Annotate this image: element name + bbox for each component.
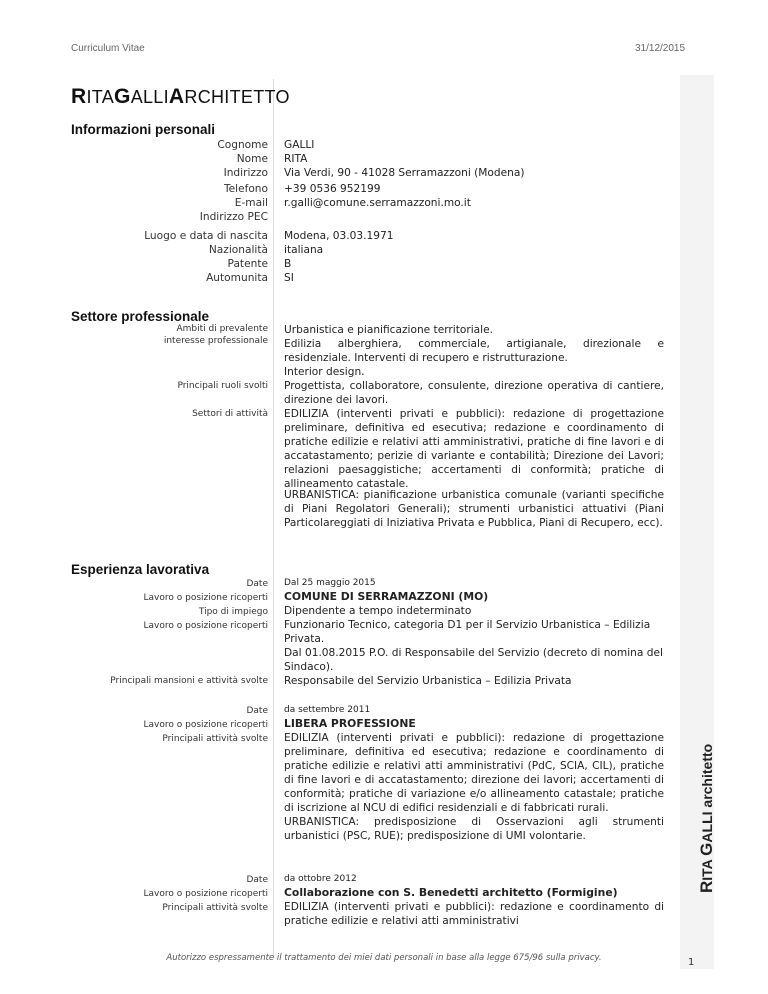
label-cognome: Cognome [217,139,268,151]
sidebar-rest-2: ALLI [699,811,715,843]
job3-label-position: Lavoro o posizione ricoperti [143,889,268,899]
job3-activities: EDILIZIA (interventi privati e pubblici): redazione e coordinamento di pratiche edilizie e relativi atti amministrativi [284,901,664,927]
value-email: r.galli@comune.serramazzoni.mo.it [284,197,471,209]
header-date: 31/12/2015 [635,43,686,54]
column-divider [273,79,274,959]
title-initial-3: A [168,85,185,108]
job3-values [284,872,664,928]
job2-label-date: Date [246,706,268,716]
value-automunita: SI [284,272,294,284]
job3-label-date: Date [246,875,268,885]
title-part-2: ALLI [130,87,169,107]
sidebar-rest-1: ITA [699,855,715,881]
ambiti-label-line-2: interesse professionale [163,336,268,346]
value-patente: B [284,258,292,270]
sidebar-profession: architetto [699,743,715,812]
sidebar-initial-2: G [697,842,716,856]
personal-labels-2 [200,182,268,224]
ruoli-label: Principali ruoli svolti [177,381,268,391]
job1-position: Funzionario Tecnico, categoria D1 per il Servizio Urbanistica – Edilizia Privata. Dal 01.08.2015 P.O. di Responsabile del Servizio (decreto di nomina del Sindaco). [284,619,663,673]
label-telefono: Telefono [223,183,268,195]
job1-label-position: Lavoro o posizione ricoperti [143,593,268,603]
settori-label: Settori di attività [192,409,268,419]
value-cognome: GALLI [284,139,315,151]
job2-values [284,703,664,843]
job1-employer: COMUNE DI SERRAMAZZONI (MO) [284,590,489,603]
personal-labels-3 [144,229,268,285]
value-nascita: Modena, 03.03.1971 [284,230,394,242]
privacy-footer: Autorizzo espressamente il trattamento dei miei dati personali in base alla legge 675/96 sulla privacy. [166,953,602,963]
value-nome: RITA [284,153,308,165]
ambiti-label [164,323,268,347]
ambiti-label-line-1: Ambiti di prevalente [176,324,268,334]
job1-values [284,576,664,688]
job2-date: da settembre 2011 [284,705,371,715]
label-indirizzo: Indirizzo [223,167,268,179]
personal-labels-1 [217,138,268,180]
title-initial-2: G [114,85,131,108]
job2-labels [144,704,268,746]
personal-values-2 [284,182,664,210]
label-nome: Nome [236,153,268,165]
title-part-3: RCHITETTO [184,87,290,107]
sidebar-name [697,744,717,893]
label-patente: Patente [227,258,268,270]
personal-values-1 [284,138,664,180]
job1-label-position-2: Lavoro o posizione ricoperti [143,621,268,631]
label-nascita: Luogo e data di nascita [144,230,268,242]
header-left: Curriculum Vitae [71,43,145,54]
settori-value-urbanistica: URBANISTICA: pianificazione urbanistica comunale (varianti specifiche di Piani Regolatori Generali); strumenti urbanistici attuativi (Piani Particolareggiati di Iniziativa Privata e Pubblica, Piani di Recupero, ecc). [284,489,664,529]
job2-label-position: Lavoro o posizione ricoperti [143,720,268,730]
job3-labels [144,873,268,915]
sidebar-initial-1: R [697,880,716,893]
job3-date: da ottobre 2012 [284,874,357,884]
title-part-1: ITA [86,87,115,107]
section-heading-professional: Settore professionale [71,309,210,324]
personal-values-3 [284,229,664,285]
job1-date: Dal 25 maggio 2015 [284,578,376,588]
section-heading-experience: Esperienza lavorativa [71,562,210,577]
page-number: 1 [688,957,695,968]
job2-label-activities: Principali attività svolte [162,734,268,744]
value-telefono: +39 0536 952199 [284,183,381,195]
job1-label-date: Date [246,579,268,589]
label-automunita: Automunita [206,272,268,284]
label-pec: Indirizzo PEC [199,211,268,223]
value-indirizzo: Via Verdi, 90 - 41028 Serramazzoni (Modena) [284,167,525,179]
value-nazionalita: italiana [284,244,324,256]
document-title [71,85,290,109]
job1-duties: Responsabile del Servizio Urbanistica – Edilizia Privata [284,675,572,687]
job3-employer: Collaborazione con S. Benedetti architetto (Formigine) [284,886,618,899]
ruoli-value: Progettista, collaboratore, consulente, direzione operativa di cantiere, direzione dei lavori. [284,380,664,406]
job1-labels [144,577,268,633]
label-nazionalita: Nazionalità [208,244,268,256]
ambiti-value: Urbanistica e pianificazione territoriale. Edilizia alberghiera, commerciale, artigianale, direzionale e residenziale. Interventi di recupero e ristrutturazione. Interior design. [284,324,664,378]
label-email: E-mail [234,197,268,209]
job1-type: Dipendente a tempo indeterminato [284,605,472,617]
settori-value-edilizia: EDILIZIA (interventi privati e pubblici): redazione di progettazione preliminare, definitiva ed esecutiva; redazione e coordinamento di pratiche edilizie e relativi atti amministrativi, pratiche di fine lavori e di accatastamento; perizie di variante e contabilità; Direzione dei Lavori; relazioni paesaggistiche; accertamenti di conformità; pratiche di allineamento catastale. [284,408,664,490]
job1-label-type: Tipo di impiego [198,607,268,617]
title-initial-1: R [71,85,87,108]
job1-duties-label: Principali mansioni e attività svolte [110,676,268,686]
job2-employer: LIBERA PROFESSIONE [284,717,416,730]
job3-label-activities: Principali attività svolte [162,903,268,913]
section-heading-personal: Informazioni personali [71,122,216,137]
job2-activities: EDILIZIA (interventi privati e pubblici): redazione di progettazione preliminare, definitiva ed esecutiva; redazione e coordinamento di pratiche edilizie e relativi atti amministrativi (PdC, SCIA, CIL), pratiche di fine lavori e di accatastamento; direzione dei lavori; accertamenti di conformità; pratiche di variazione e/o allineamento catastale; pratiche di iscrizione al NCU di edifici residenziali e di fabbricati rurali. URBANISTICA: predisposizione di Osservazioni agli strumenti urbanistici (PSC, RUE); predisposizione di UMI volontarie. [284,732,664,842]
